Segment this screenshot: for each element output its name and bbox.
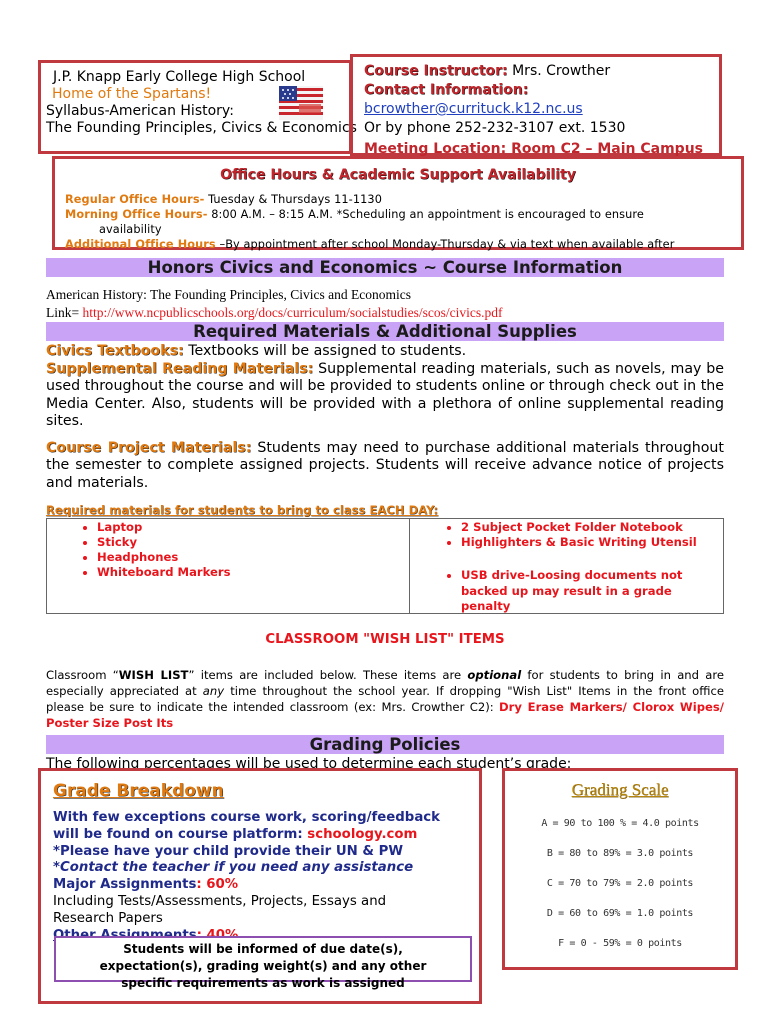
curriculum-link[interactable]: http://www.ncpublicschools.org/docs/curriculum/socialstudies/scos/civics.pdf [82, 305, 503, 320]
wish-text: ” items are included below. These items are [188, 668, 468, 682]
list-item: • Sticky [97, 535, 409, 550]
scale-row: C = 70 to 79% = 2.0 points [546, 878, 694, 889]
course-description: American History: The Founding Principles, Civics and Economics [46, 287, 411, 302]
materials-right-column [409, 519, 723, 613]
office-hours-title: Office Hours & Academic Support Availability [220, 167, 576, 183]
wish-list-emphasis: WISH LIST [118, 668, 189, 682]
school-name: J.P. Knapp Early College High School [53, 69, 306, 85]
breakdown-line: will be found on course platform: [53, 826, 308, 842]
list-item: • 2 Subject Pocket Folder Notebook [461, 520, 723, 535]
textbooks-value: Textbooks will be assigned to students. [183, 343, 467, 359]
additional-hours-label: Additional Office Hours [65, 238, 216, 251]
wish-text: Classroom “ [46, 668, 119, 682]
morning-hours-cont: availability [99, 223, 162, 236]
wish-list-items: Dry Erase Markers/ Clorox Wipes/ Poster Size Post Its [46, 700, 724, 730]
list-item: • Whiteboard Markers [97, 565, 409, 580]
breakdown-line: Including Tests/Assessments, Projects, Essays and [53, 893, 387, 909]
daily-materials-label: Required materials for students to bring to class EACH DAY: [46, 503, 439, 517]
optional-emphasis: optional [467, 668, 522, 682]
textbooks-label: Civics Textbooks: [46, 343, 184, 359]
scale-row: D = 60 to 69% = 1.0 points [546, 908, 694, 919]
breakdown-line: Research Papers [53, 910, 163, 926]
instructor-label: Course Instructor: [364, 63, 508, 79]
syllabus-title: Syllabus-American History: [46, 103, 234, 119]
course-info-bar: Honors Civics and Economics ~ Course Information [46, 258, 724, 277]
instructor-info-box [350, 54, 722, 156]
morning-hours-label: Morning Office Hours- [65, 208, 208, 221]
instructor-phone: Or by phone 252-232-3107 ext. 1530 [364, 120, 626, 136]
instructor-name: Mrs. Crowther [507, 63, 611, 79]
note-line: Students will be informed of due date(s), [123, 942, 403, 956]
grading-policies-bar: Grading Policies [46, 735, 724, 754]
breakdown-line: *Please have your child provide their UN & PW [53, 843, 404, 859]
instructor-email-link[interactable]: bcrowther@currituck.k12.nc.us [364, 101, 583, 117]
asterisk: * [53, 860, 60, 876]
grading-scale-box [502, 768, 738, 970]
project-value: Students may need to purchase additional materials throughout the semester to complete assigned projects. Students will receive advance notice of projects and materials. [46, 439, 724, 491]
morning-hours-value: 8:00 A.M. – 8:15 A.M. *Scheduling an appointment is encouraged to ensure [207, 208, 644, 221]
grading-scale-title: Grading Scale [571, 780, 669, 799]
any-emphasis: any [202, 684, 225, 698]
supplemental-value: Supplemental reading materials, such as novels, may be used throughout the course and will be provided to students online or through check out in the Media Center. Also, students will be provided with a plethora of online supplemental reading sites. [46, 360, 724, 429]
scale-row: F = 0 - 59% = 0 points [558, 938, 682, 949]
wish-text: time throughout the school year. If dropping "Wish List" Items in the front office please be sure to indicate the intended classroom (ex: Mrs. Crowther C2): [46, 684, 724, 714]
materials-bar: Required Materials & Additional Supplies [46, 322, 724, 341]
materials-left-column [47, 519, 410, 613]
american-flag-icon [279, 86, 323, 120]
breakdown-line: With few exceptions course work, scoring/feedback [53, 810, 441, 825]
major-assignments-percent: : 60% [196, 877, 239, 893]
wish-text: for students to bring in and are especially appreciated at [46, 668, 725, 698]
additional-hours-value: –By appointment after school Monday-Thursday & via text when available after [215, 238, 675, 251]
link-label: Link= [46, 305, 83, 320]
breakdown-line: Contact the teacher if you need any assistance [59, 860, 414, 876]
grade-breakdown-title: Grade Breakdown [53, 781, 224, 801]
grading-intro: The following percentages will be used to determine each student’s grade: [46, 756, 572, 772]
office-hours-box [52, 156, 744, 250]
project-label: Course Project Materials: [46, 439, 252, 456]
meeting-location: Meeting Location: Room C2 – Main Campus [364, 141, 704, 157]
regular-hours-label: Regular Office Hours- [65, 193, 205, 206]
wish-list-paragraph [46, 667, 724, 731]
course-title: The Founding Principles, Civics & Economics [46, 120, 357, 136]
list-item: • Laptop [97, 520, 409, 535]
regular-hours-value: Tuesday & Thursdays 11-1130 [204, 193, 382, 206]
supplemental-label: Supplemental Reading Materials: [46, 360, 314, 377]
major-assignments-label: Major Assignments [53, 877, 197, 893]
schoology-link[interactable]: schoology.com [307, 826, 418, 842]
school-motto: Home of the Spartans! [52, 86, 212, 102]
scale-row: B = 80 to 89% = 3.0 points [546, 848, 694, 859]
school-info-box [38, 60, 357, 154]
contact-label: Contact Information: [364, 82, 529, 98]
daily-materials-table [46, 518, 724, 614]
list-item: • Highlighters & Basic Writing Utensil [461, 535, 723, 550]
note-line: expectation(s), grading weight(s) and any other [99, 959, 427, 973]
list-item: • USB drive-Loosing documents not backed up may result in a grade penalty [461, 568, 723, 615]
wish-list-title: CLASSROOM "WISH LIST" ITEMS [265, 632, 505, 647]
due-dates-note [54, 936, 472, 990]
list-item: • Headphones [97, 550, 409, 565]
scale-row: A = 90 to 100 % = 4.0 points [541, 818, 699, 829]
note-line: specific requirements as work is assigned [121, 976, 405, 990]
